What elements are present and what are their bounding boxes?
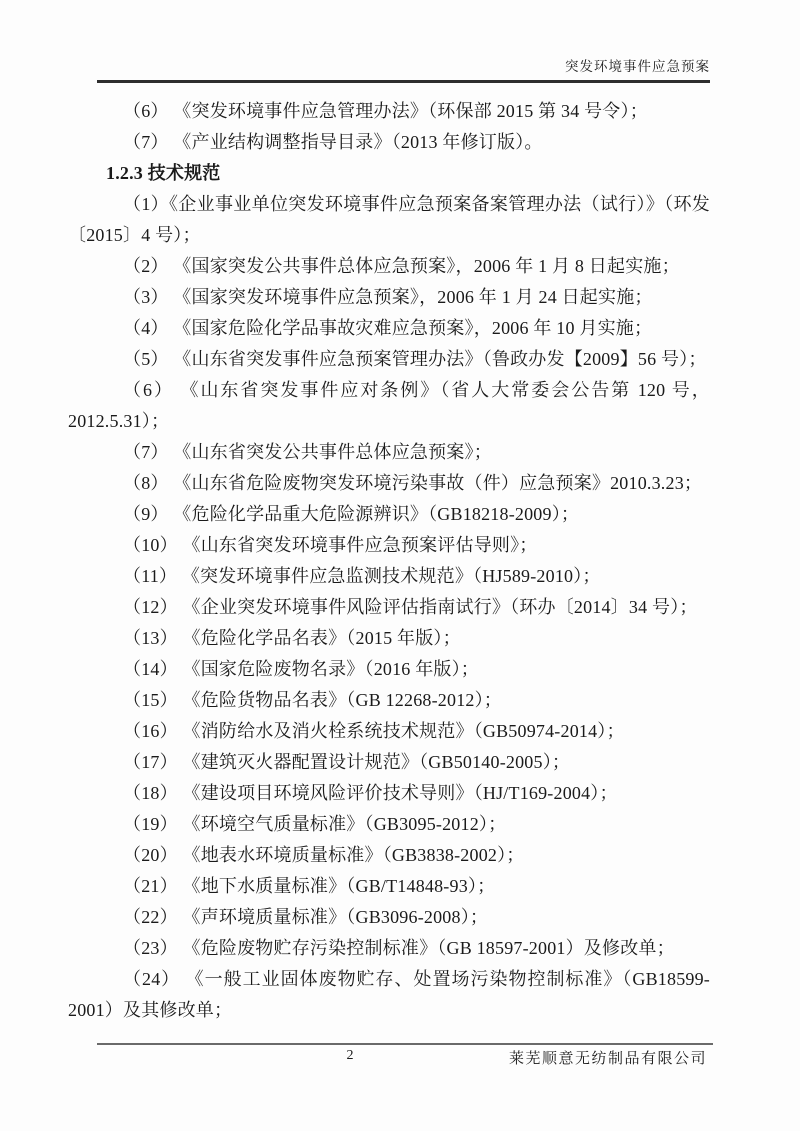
reference-item: （24） 《一般工业固体废物贮存、处置场污染物控制标准》（GB18599-2001）及其修改单； [68, 969, 710, 1020]
page-header [97, 0, 710, 83]
reference-item: （10） 《山东省突发环境事件应急预案评估导则》； [123, 535, 538, 555]
reference-item: （22） 《声环境质量标准》（GB3096-2008）； [123, 907, 489, 927]
reference-item: （16） 《消防给水及消火栓系统技术规范》（GB50974-2014）； [123, 721, 625, 741]
document-body [68, 96, 710, 1026]
reference-item: （7） 《产业结构调整指导目录》（2013 年修订版）。 [123, 132, 543, 152]
reference-item: （8） 《山东省危险废物突发环境污染事故（件）应急预案》2010.3.23； [123, 473, 703, 493]
reference-item: （6） 《山东省突发事件应对条例》（省人大常委会公告第 120 号，2012.5.31）； [68, 380, 710, 431]
reference-item: （4） 《国家危险化学品事故灾难应急预案》，2006 年 10 月实施； [123, 318, 653, 338]
reference-item: （18） 《建设项目环境风险评价技术导则》（HJ/T169-2004）； [123, 783, 618, 803]
reference-item: （17） 《建筑灭火器配置设计规范》（GB50140-2005）； [123, 752, 571, 772]
page-number: 2 [346, 1048, 354, 1063]
section-heading: 1.2.3 技术规范 [106, 163, 221, 183]
reference-item: （13） 《危险化学品名表》（2015 年版）； [123, 628, 461, 648]
reference-item: （5） 《山东省突发事件应急预案管理办法》（鲁政办发【2009】56 号）； [123, 349, 707, 369]
reference-item: （15） 《危险货物品名表》（GB 12268-2012）； [123, 690, 502, 710]
header-title: 突发环境事件应急预案 [97, 0, 710, 83]
footer-rule [97, 1043, 713, 1045]
reference-item: （11） 《突发环境事件应急监测技术规范》（HJ589-2010）； [123, 566, 601, 586]
footer-company-name: 莱芜顺意无纺制品有限公司 [508, 1051, 707, 1067]
reference-item: （19） 《环境空气质量标准》（GB3095-2012）； [123, 814, 507, 834]
reference-item: （6） 《突发环境事件应急管理办法》（环保部 2015 第 34 号令）； [123, 101, 648, 121]
reference-item: （7） 《山东省突发公共事件总体应急预案》； [123, 442, 492, 462]
reference-item: （14） 《国家危险废物名录》（2016 年版）； [123, 659, 479, 679]
reference-item: （9） 《危险化学品重大危险源辨识》（GB18218-2009）； [123, 504, 580, 524]
reference-item: （21） 《地下水质量标准》（GB/T14848-93）； [123, 876, 496, 896]
reference-item: （20） 《地表水环境质量标准》（GB3838-2002）； [123, 845, 525, 865]
reference-item: （2） 《国家突发公共事件总体应急预案》，2006 年 1 月 8 日起实施； [123, 256, 680, 276]
reference-item: （23） 《危险废物贮存污染控制标准》（GB 18597-2001）及修改单； [123, 938, 675, 958]
reference-item: （12） 《企业突发环境事件风险评估指南试行》（环办〔2014〕34 号）； [123, 597, 698, 617]
reference-item: （1）《企业事业单位突发环境事件应急预案备案管理办法（试行）》（环发〔2015〕4 号）； [68, 194, 710, 245]
reference-item: （3） 《国家突发环境事件应急预案》，2006 年 1 月 24 日起实施； [123, 287, 653, 307]
